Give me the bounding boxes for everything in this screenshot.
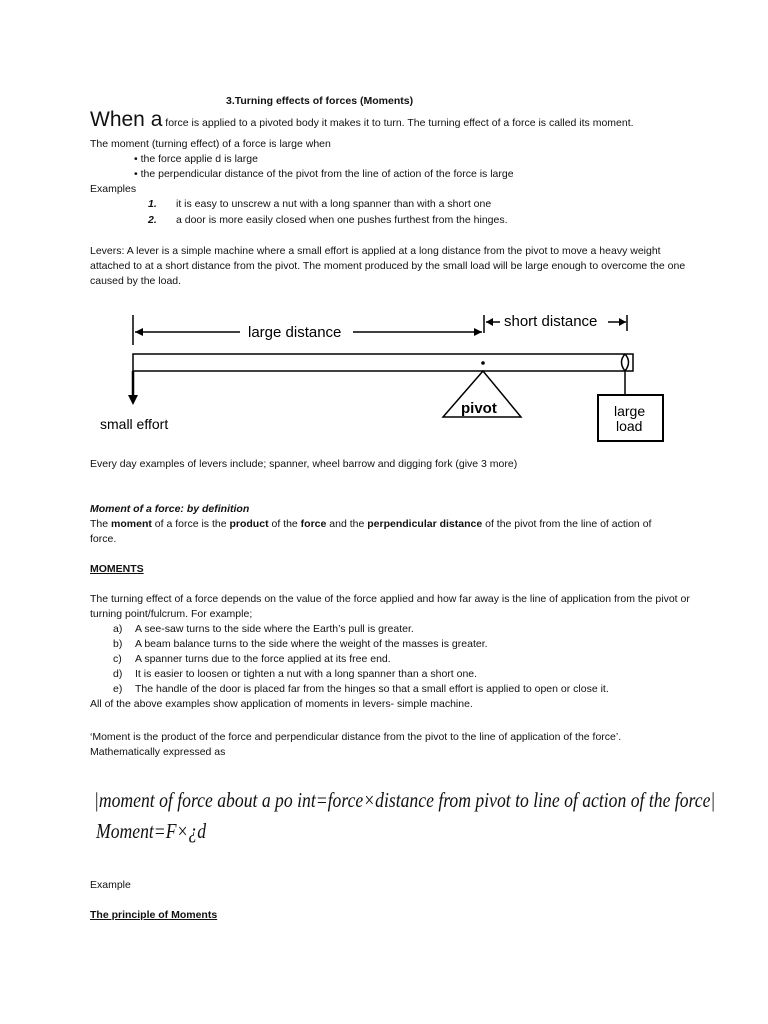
everyday-examples: Every day examples of levers include; spanner, wheel barrow and digging fork (give 3 more) — [90, 458, 518, 470]
condition-text: the force applie d is large — [140, 153, 258, 165]
text-run: of a force is the — [151, 518, 230, 530]
examples-heading: Examples — [90, 183, 137, 195]
large-distance-label: large distance — [248, 324, 342, 341]
lever-beam — [133, 354, 633, 371]
intro-rest: force is applied to a pivoted body it makes it to turn. The turning effect of a force is called its moment. — [165, 117, 634, 129]
arrow-down-icon — [128, 395, 138, 405]
moment-large-when: The moment (turning effect) of a force is large when — [90, 138, 331, 150]
moments-example-text: A beam balance turns to the side where the weight of the masses is greater. — [135, 638, 488, 650]
moments-example-label: a) — [113, 623, 123, 635]
moments-example-text: A see-saw turns to the side where the Earth’s pull is greater. — [135, 623, 414, 635]
formula-line-2: Moment=F×¿d — [96, 819, 207, 843]
principle-heading: The principle of Moments — [90, 909, 218, 921]
keyword: moment — [111, 518, 152, 530]
moments-example-text: A spanner turns due to the force applied at its free end. — [135, 653, 391, 665]
keyword: perpendicular distance — [367, 518, 483, 530]
hook-icon — [622, 354, 629, 371]
moments-example-label: b) — [113, 638, 123, 650]
short-distance-label: short distance — [504, 313, 598, 330]
keyword: product — [229, 518, 269, 530]
arrow-right-icon — [619, 318, 626, 326]
moments-example-label: c) — [113, 653, 122, 665]
arrow-left-icon — [486, 318, 493, 326]
condition-text: the perpendicular distance of the pivot from the line of action of the force is large — [140, 168, 514, 180]
arrow-left-icon — [135, 328, 143, 336]
quote-line-1: ‘Moment is the product of the force and perpendicular distance from the pivot to the line of application of the force’. — [90, 731, 622, 743]
intro-lead: When a — [90, 108, 163, 131]
lever-diagram — [90, 305, 680, 450]
formula-line-1: |moment of force about a po int=force×distance from pivot to line of action of the force| — [94, 788, 716, 812]
moments-example-label: e) — [113, 683, 123, 695]
example-number: 1. — [148, 198, 157, 210]
moments-heading: MOMENTS — [90, 563, 144, 575]
levers-paragraph: Levers: A lever is a simple machine where a small effort is applied at a long distance from the pivot to move a heavy weight attached to at a short distance from the pivot. The moment produced by the small load will be large enough to overcome the one caused by the load. — [90, 245, 686, 287]
definition-heading: Moment of a force: by definition — [90, 503, 250, 515]
load-label-line2: load — [616, 418, 643, 434]
text-run: of the pivot from the line of action of force. — [90, 518, 652, 545]
text-run: of the — [268, 518, 301, 530]
example-text: it is easy to unscrew a nut with a long spanner than with a short one — [176, 198, 492, 210]
condition-item: • the force applie d is large — [134, 153, 258, 165]
arrow-right-icon — [474, 328, 482, 336]
moments-example-text: The handle of the door is placed far from the hinges so that a small effort is applied to open or close it. — [135, 683, 609, 695]
intro-paragraph — [90, 108, 730, 131]
definition-paragraph — [90, 517, 680, 547]
small-effort-label: small effort — [100, 416, 169, 432]
moments-summary: All of the above examples show application of moments in levers- simple machine. — [90, 698, 473, 710]
page-title: 3.Turning effects of forces (Moments) — [226, 95, 414, 107]
moments-example-label: d) — [113, 668, 123, 680]
quote-line-2: Mathematically expressed as — [90, 746, 226, 758]
load-label-line1: large — [614, 403, 646, 419]
text-run: and the — [326, 518, 368, 530]
keyword: force — [300, 518, 327, 530]
pivot-point — [481, 361, 485, 365]
pivot-label: pivot — [461, 400, 497, 417]
example-text: a door is more easily closed when one pushes furthest from the hinges. — [176, 214, 508, 226]
example-label: Example — [90, 879, 131, 891]
condition-item: • the perpendicular distance of the pivot from the line of action of the force is large — [134, 168, 514, 180]
text-run: The — [90, 518, 112, 530]
example-number: 2. — [148, 214, 157, 226]
moments-example-text: It is easier to loosen or tighten a nut with a long spanner than a short one. — [135, 668, 478, 680]
moments-paragraph: The turning effect of a force depends on the value of the force applied and how far away is the line of application from the pivot or turning point/fulcrum. For example; — [90, 593, 690, 620]
